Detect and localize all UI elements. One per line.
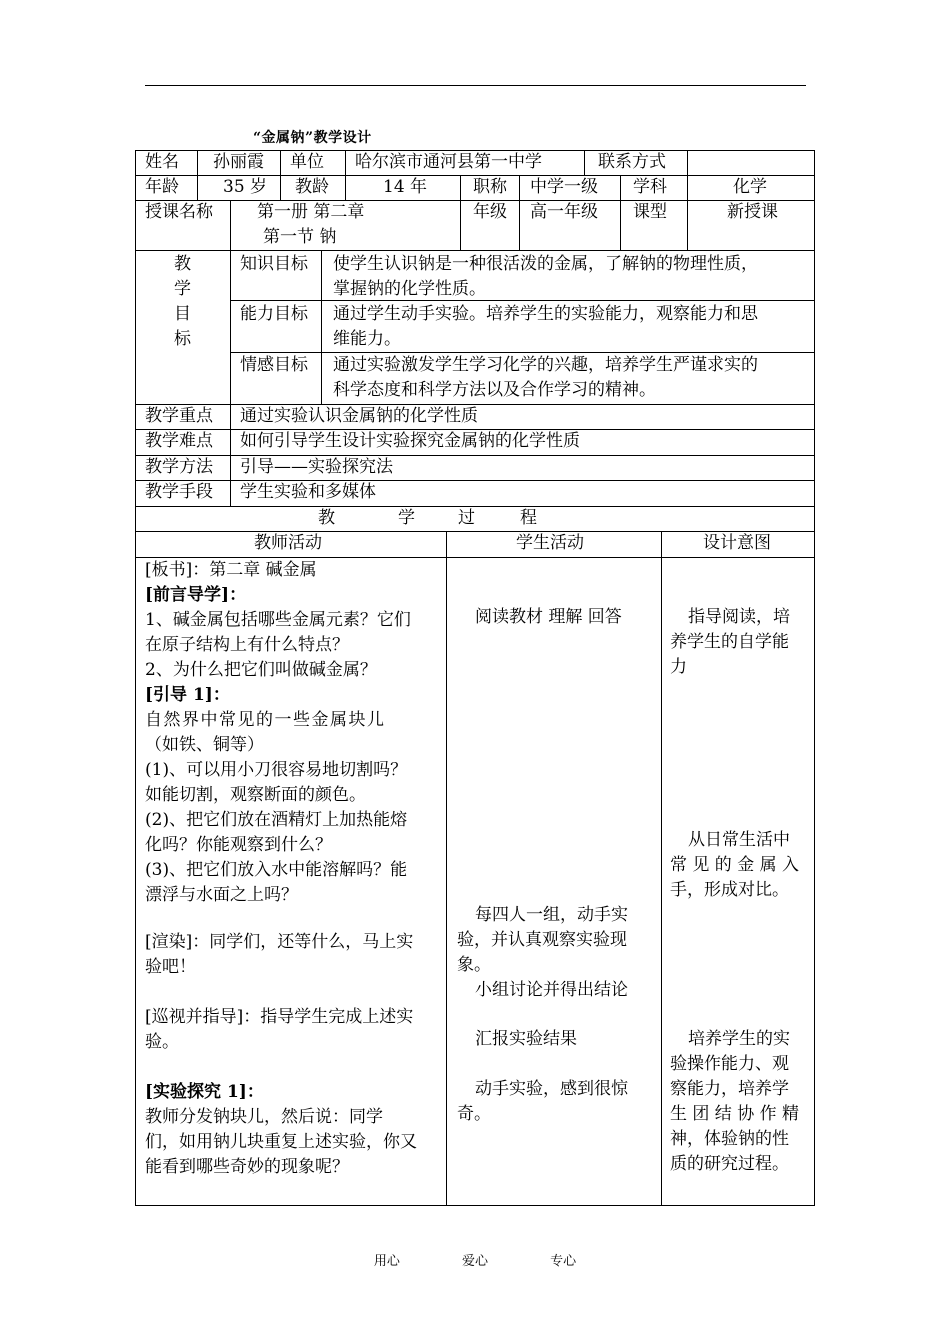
means-value: 学生实验和多媒体 bbox=[240, 482, 376, 502]
design-line: 察能力，培养学 bbox=[670, 1079, 789, 1099]
knowledge-goal-line: 使学生认识钠是一种很活泼的金属，了解钠的物理性质， bbox=[333, 254, 758, 274]
grade-label: 年级 bbox=[473, 202, 507, 222]
emotion-goal-line: 科学态度和科学方法以及合作学习的精神。 bbox=[333, 380, 656, 400]
student-activity-header: 学生活动 bbox=[516, 533, 584, 553]
contact-label: 联系方式 bbox=[598, 152, 666, 172]
teacher-line: [巡视并指导]：指导学生完成上述实 bbox=[145, 1007, 414, 1027]
goals-label-char: 学 bbox=[174, 279, 191, 299]
student-line: 汇报实验结果 bbox=[475, 1029, 577, 1049]
name-value: 孙丽霞 bbox=[213, 152, 264, 172]
grade-value: 高一年级 bbox=[530, 202, 598, 222]
lesson-plan-table bbox=[135, 150, 815, 1206]
teacher-line: (3)、把它们放入水中能溶解吗？能 bbox=[145, 860, 408, 880]
goals-label-char: 目 bbox=[174, 304, 191, 324]
unit-value: 哈尔滨市通河县第一中学 bbox=[355, 152, 542, 172]
teacher-line: (1)、可以用小刀很容易地切割吗？ bbox=[145, 760, 408, 780]
footer-word: 爱心 bbox=[461, 1254, 488, 1269]
student-line: 小组讨论并得出结论 bbox=[475, 980, 628, 1000]
teaching-years-label: 教龄 bbox=[295, 177, 329, 197]
course-label: 授课名称 bbox=[145, 202, 213, 222]
ability-goal-label: 能力目标 bbox=[240, 304, 308, 324]
course-type-value: 新授课 bbox=[727, 202, 778, 222]
teacher-line: [前言导学]： bbox=[145, 585, 247, 605]
age-value: 35 岁 bbox=[223, 177, 268, 197]
teacher-line: (2)、把它们放在酒精灯上加热能熔 bbox=[145, 810, 408, 830]
header-rule bbox=[145, 85, 806, 86]
student-line: 阅读教材 理解 回答 bbox=[475, 607, 622, 627]
teacher-line: 化吗？你能观察到什么？ bbox=[145, 835, 332, 855]
student-line: 验，并认真观察实验现 bbox=[457, 930, 627, 950]
goals-label-char: 标 bbox=[174, 329, 191, 349]
process-heading-char: 学 bbox=[398, 508, 415, 528]
teacher-line: （如铁、铜等） bbox=[145, 735, 264, 755]
key-point-value: 通过实验认识金属钠的化学性质 bbox=[240, 406, 478, 426]
footer-word: 用心 bbox=[373, 1254, 400, 1269]
teacher-line: 们，如用钠儿块重复上述实验，你又 bbox=[145, 1132, 417, 1152]
subject-label: 学科 bbox=[633, 177, 667, 197]
emotion-goal-label: 情感目标 bbox=[240, 355, 308, 375]
process-heading-char: 过 bbox=[458, 508, 475, 528]
teacher-line: 如能切割，观察断面的颜色。 bbox=[145, 785, 366, 805]
footer-word: 专心 bbox=[550, 1254, 577, 1269]
goals-label-char: 教 bbox=[174, 254, 191, 274]
student-line: 奇。 bbox=[457, 1104, 491, 1124]
teacher-line: [板书]：第二章 碱金属 bbox=[145, 560, 317, 580]
unit-label: 单位 bbox=[290, 152, 324, 172]
design-line: 养学生的自学能 bbox=[670, 632, 789, 652]
design-line: 指导阅读，培 bbox=[688, 607, 790, 627]
teacher-line: 能看到哪些奇妙的现象呢？ bbox=[145, 1157, 349, 1177]
teacher-line: [引导 1]： bbox=[145, 685, 230, 705]
teacher-line: 2、为什么把它们叫做碱金属？ bbox=[145, 660, 377, 680]
teacher-activity-header: 教师活动 bbox=[254, 533, 322, 553]
job-title-value: 中学一级 bbox=[530, 177, 598, 197]
teacher-line: 验吧！ bbox=[145, 957, 196, 977]
student-line: 动手实验，感到很惊 bbox=[475, 1079, 628, 1099]
knowledge-goal-label: 知识目标 bbox=[240, 254, 308, 274]
design-line: 质的研究过程。 bbox=[670, 1154, 789, 1174]
design-line: 生 团 结 协 作 精 bbox=[670, 1104, 800, 1124]
student-line: 每四人一组，动手实 bbox=[475, 905, 628, 925]
course-line1: 第一册 第二章 bbox=[257, 202, 365, 222]
subject-value: 化学 bbox=[733, 177, 767, 197]
design-line: 常 见 的 金 属 入 bbox=[670, 855, 800, 875]
teacher-line: 1、碱金属包括哪些金属元素？它们 bbox=[145, 610, 411, 630]
means-label: 教学手段 bbox=[145, 482, 213, 502]
teacher-line: 漂浮与水面之上吗？ bbox=[145, 885, 298, 905]
design-line: 手，形成对比。 bbox=[670, 880, 789, 900]
page-title: “金属钠”教学设计 bbox=[253, 130, 372, 146]
ability-goal-line: 通过学生动手实验。培养学生的实验能力，观察能力和思 bbox=[333, 304, 758, 324]
design-intent-header: 设计意图 bbox=[703, 533, 771, 553]
teacher-line: [渲染]：同学们，还等什么，马上实 bbox=[145, 932, 414, 952]
course-line2: 第一节 钠 bbox=[263, 227, 337, 247]
teacher-line: [实验探究 1]： bbox=[145, 1082, 264, 1102]
design-line: 从日常生活中 bbox=[688, 830, 790, 850]
process-heading-char: 教 bbox=[318, 508, 335, 528]
age-label: 年龄 bbox=[145, 177, 179, 197]
design-line: 神，体验钠的性 bbox=[670, 1129, 789, 1149]
course-type-label: 课型 bbox=[633, 202, 667, 222]
key-point-label: 教学重点 bbox=[145, 406, 213, 426]
design-line: 培养学生的实 bbox=[688, 1029, 790, 1049]
teacher-line: 在原子结构上有什么特点？ bbox=[145, 635, 349, 655]
ability-goal-line: 维能力。 bbox=[333, 329, 401, 349]
difficulty-value: 如何引导学生设计实验探究金属钠的化学性质 bbox=[240, 431, 580, 451]
knowledge-goal-line: 掌握钠的化学性质。 bbox=[333, 279, 486, 299]
job-title-label: 职称 bbox=[473, 177, 507, 197]
method-value: 引导——实验探究法 bbox=[240, 457, 393, 477]
teacher-line: 教师分发钠块儿，然后说：同学 bbox=[145, 1107, 383, 1127]
teacher-line: 自然界中常见的一些金属块儿 bbox=[145, 710, 386, 730]
teacher-line: 验。 bbox=[145, 1032, 179, 1052]
difficulty-label: 教学难点 bbox=[145, 431, 213, 451]
process-heading-char: 程 bbox=[520, 508, 537, 528]
teaching-years-value: 14 年 bbox=[383, 177, 428, 197]
design-line: 验操作能力、观 bbox=[670, 1054, 789, 1074]
emotion-goal-line: 通过实验激发学生学习化学的兴趣，培养学生严谨求实的 bbox=[333, 355, 758, 375]
page-footer bbox=[0, 1250, 950, 1269]
name-label: 姓名 bbox=[145, 152, 179, 172]
method-label: 教学方法 bbox=[145, 457, 213, 477]
design-line: 力 bbox=[670, 657, 687, 677]
student-line: 象。 bbox=[457, 955, 491, 975]
